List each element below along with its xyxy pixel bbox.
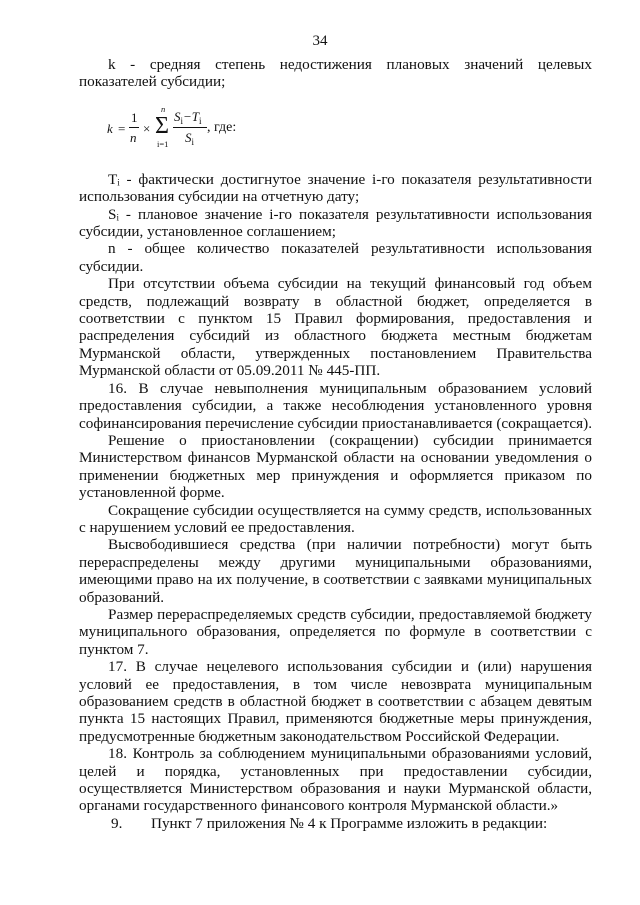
definition-t: Tᵢ - фактически достигнутое значение i-го показателя результативности использования субсидии на отчетную дату; [79,170,592,206]
item-9 [79,815,592,832]
k-definition: k - средняя степень недостижения плановых значений целевых показателей субсидии; [79,56,592,91]
paragraph-16: 16. В случае невыполнения муниципальным образованием условий предоставления субсидии, а также несоблюдения установленного уровня софинансирования перечисление субсидии приостанавливается (сокращается). [79,379,593,432]
formula-fraction-line-1 [129,127,139,128]
page-number: 34 [312,33,328,49]
formula-times: × [143,120,151,136]
formula-one: 1 [131,109,138,125]
item-9-text: Пункт 7 приложения № 4 к Программе изложить в редакции: [151,814,548,832]
formula-denominator-s: S [185,129,192,145]
item-9-number: 9. [111,814,123,832]
formula-denominator-s-index: i [191,136,195,147]
formula-numerator-s-index: i [180,115,184,126]
formula-sum-upper: n [161,103,166,114]
definition-n: n - общее количество показателей результативности использования субсидии. [79,240,592,275]
formula-n: n [130,129,137,145]
formula-fraction-line-2 [173,127,207,128]
formula-equals: = [118,120,126,136]
paragraph-redistribution: Размер перераспределяемых средств субсидии, предоставляемой бюджету муниципального образования, определяется по формуле в соответствии с пунктом 7. [79,605,592,658]
formula-numerator-minus-t: −T [183,108,200,124]
formula-numerator [174,110,202,128]
formula-where: , где: [207,119,237,135]
formula-sum-lower: i=1 [157,138,169,149]
definition-s: Sᵢ - плановое значение i-го показателя результативности использования субсидии, установленное соглашением; [79,205,592,241]
paragraph-17: 17. В случае нецелевого использования субсидии и (или) нарушения условий ее предоставления, в том числе невозврата муниципальным образованием средств в областной бюджет в соответствии с абзацем девятым пункта 15 настоящих Правил, применяются бюджетные меры принуждения, предусмотренные бюджетным законодательством Российской Федерации. [79,658,592,745]
paragraph-reduction: Сокращение субсидии осуществляется на сумму средств, использованных с нарушением условий ее предоставления. [79,501,592,536]
paragraph-released-funds: Высвободившиеся средства (при наличии потребности) могут быть перераспределены между другими муниципальными образованиями, имеющими право на их получение, в соответствии с заявками муниципальных образований. [79,536,592,606]
formula-k: k [107,120,113,136]
formula-numerator-t-index: i [199,115,202,126]
document-body [79,56,592,832]
paragraph-no-subsidy: При отсутствии объема субсидии на текущий финансовый год объем средств, подлежащий возврату в областной бюджет, определяется в соответствии с пунктом 15 Правил формирования, предоставления и распределения субсидий из областного бюджета местным бюджетам Мурманской области, утвержденных постановлением Правительства Мурманской области от 05.09.2011 № 445-ПП. [79,275,592,380]
formula-sigma: Σ [155,112,169,139]
formula-denominator [185,131,194,149]
paragraph-18: 18. Контроль за соблюдением муниципальными образованиями условий, целей и порядка, установленных при предоставлении субсидии, осуществляется Министерством образования и науки Мурманской области, органами государственного финансового контроля Мурманской области.» [79,745,592,815]
formula-numerator-s: S [174,108,181,124]
paragraph-decision: Решение о приостановлении (сокращении) субсидии принимается Министерством финансов Мурманской области на основании уведомления о применении бюджетных мер принуждения и оформляется приказом по установленной форме. [79,431,592,502]
formula [107,103,592,153]
